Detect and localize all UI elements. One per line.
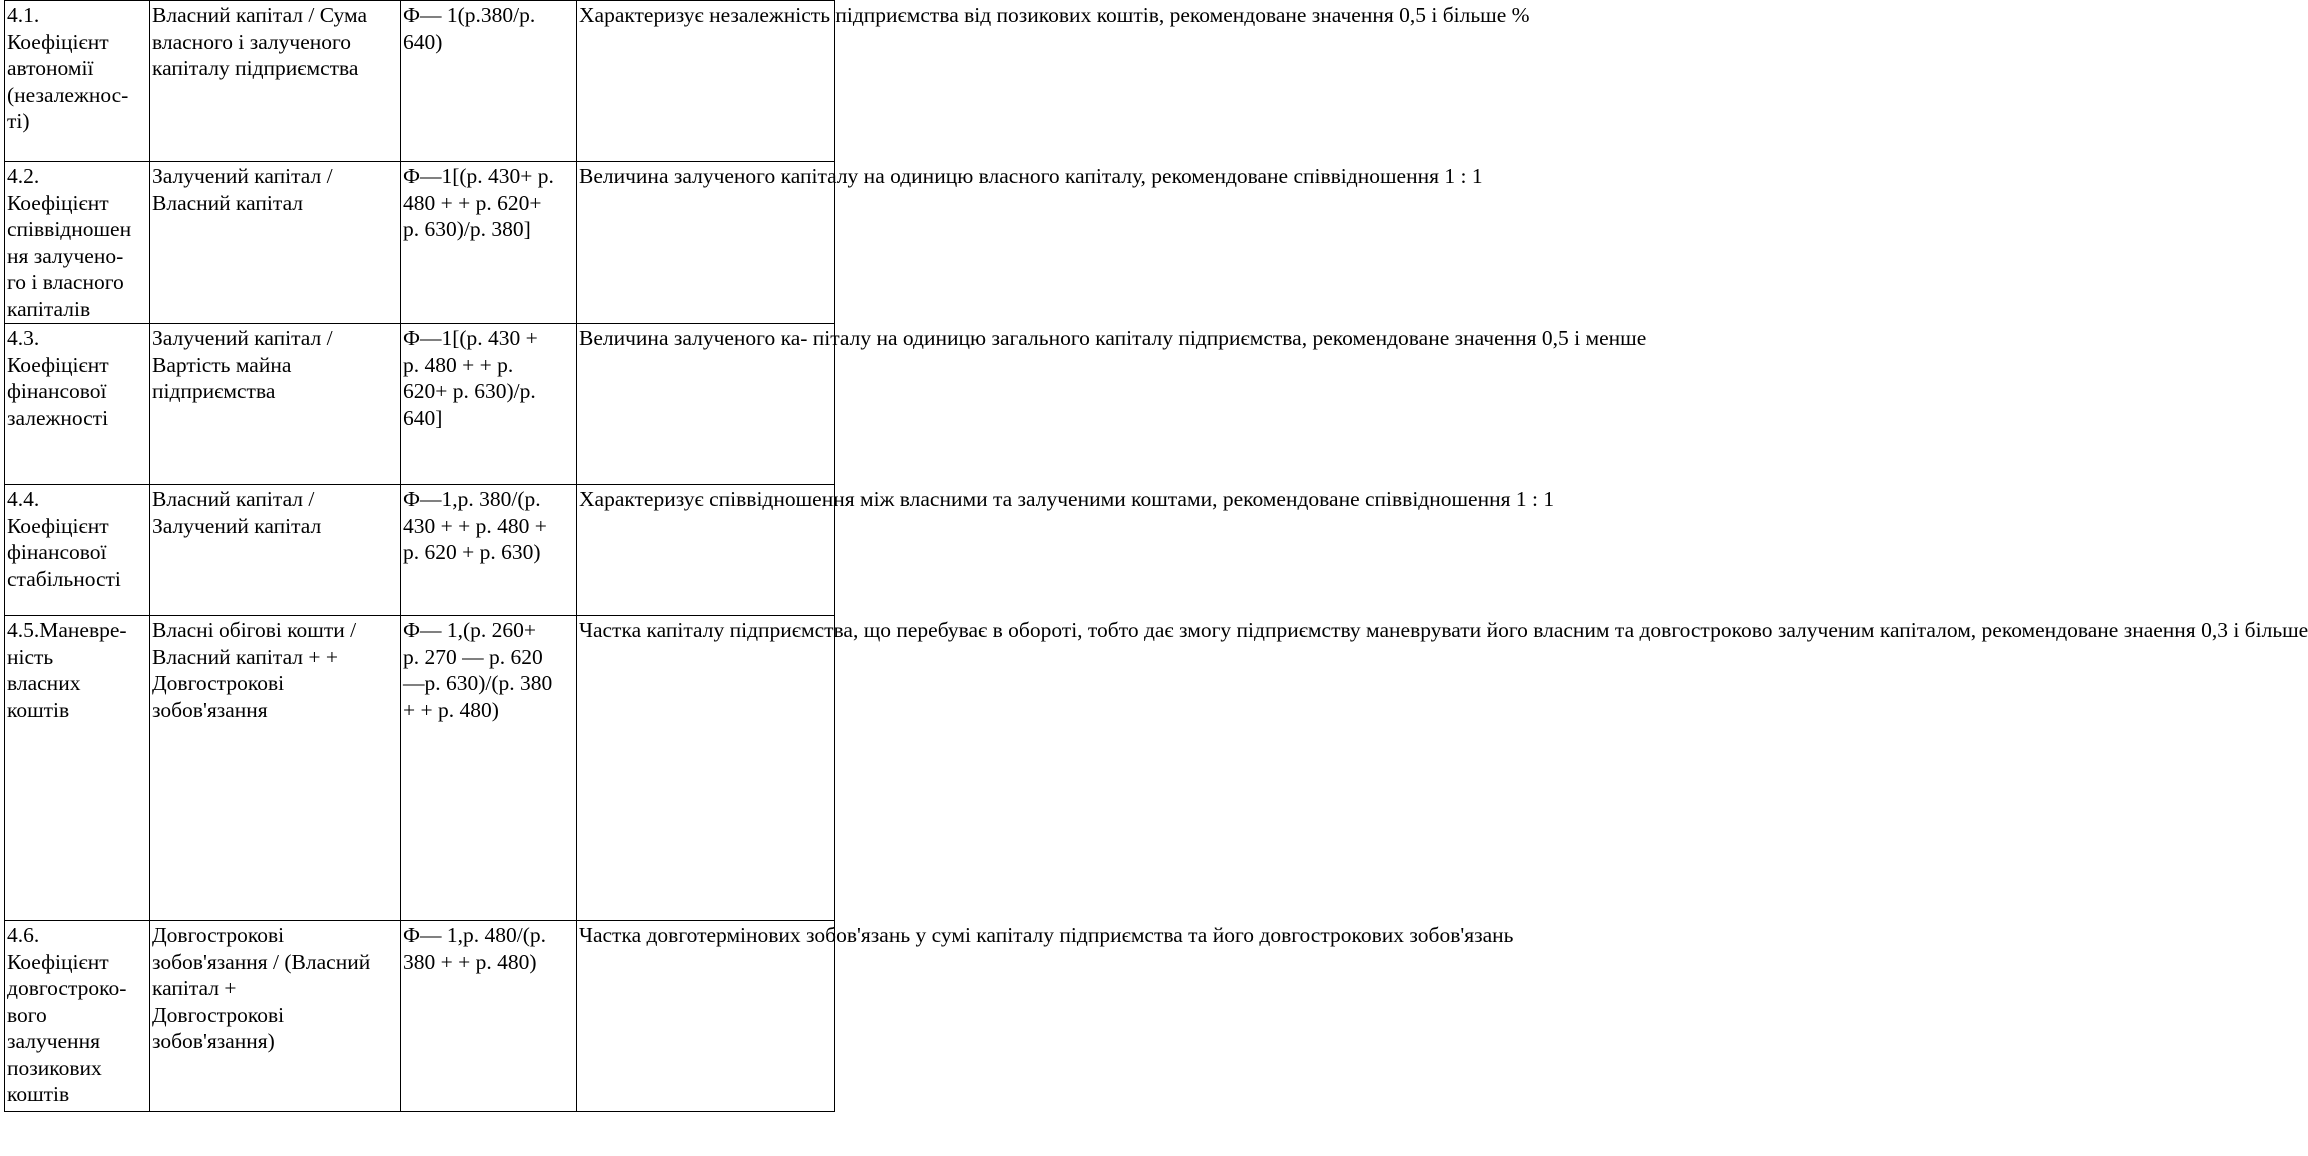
indicator-cell: 4.6. Коефіцієнт довгостроко- вого залучення позикових коштів [5, 921, 150, 1112]
financial-ratios-table [4, 0, 2308, 1112]
table-row [5, 485, 835, 616]
indicator-cell: 4.4. Коефіцієнт фінансової стабільності [5, 485, 150, 616]
table-row [5, 616, 835, 921]
formula-cell: Ф— 1(р.380/р. 640) [401, 1, 577, 162]
description-cell: Частка капіталу підприємства, що перебуває в обороті, тобто дає змогу підприємству маневрувати його власним та довгостроково залученим капіталом, рекомендоване знаення 0,3 і більше [577, 616, 835, 921]
indicator-cell: 4.5.Маневре- ність власних коштів [5, 616, 150, 921]
definition-cell: Власний капітал / Залучений капітал [150, 485, 401, 616]
formula-cell: Ф—1[(р. 430+ р. 480 + + р. 620+ р. 630)/р. 380] [401, 162, 577, 324]
description-cell: Величина залученого капіталу на одиницю власного капіталу, рекомендоване співвідношення 1 : 1 [577, 162, 835, 324]
formula-cell: Ф— 1,р. 480/(р. 380 + + р. 480) [401, 921, 577, 1112]
indicator-cell: 4.3. Коефіцієнт фінансової залежності [5, 324, 150, 485]
description-cell: Величина залученого ка- піталу на одиницю загального капіталу підприємства, рекомендоване значення 0,5 і менше [577, 324, 835, 485]
table-row [5, 921, 835, 1112]
definition-cell: Власні обігові кошти / Власний капітал + + Довгострокові зобов'язання [150, 616, 401, 921]
description-cell: Характеризує співвідношення між власними та залученими коштами, рекомендоване співвідношення 1 : 1 [577, 485, 835, 616]
table-row [5, 162, 835, 324]
description-cell: Характеризує незалежність підприємства від позикових коштів, рекомендоване значення 0,5 і більше % [577, 1, 835, 162]
financial-ratios-table-container [4, 0, 2308, 1112]
description-cell: Частка довготермінових зобов'язань у сумі капіталу підприємства та його довгострокових зобов'язань [577, 921, 835, 1112]
table-row [5, 324, 835, 485]
formula-cell: Ф—1[(р. 430 + р. 480 + + р. 620+ р. 630)/р. 640] [401, 324, 577, 485]
indicator-cell: 4.2. Коефіцієнт співвідношен ня залучено- го і власного капіталів [5, 162, 150, 324]
definition-cell: Довгострокові зобов'язання / (Власний капітал + Довгострокові зобов'язання) [150, 921, 401, 1112]
indicator-cell: 4.1. Коефіцієнт автономії (незалежнос- ті) [5, 1, 150, 162]
formula-cell: Ф— 1,(р. 260+ р. 270 — р. 620 —р. 630)/(р. 380 + + р. 480) [401, 616, 577, 921]
definition-cell: Залучений капітал / Власний капітал [150, 162, 401, 324]
definition-cell: Залучений капітал / Вартість майна підприємства [150, 324, 401, 485]
table-row [5, 1, 835, 162]
formula-cell: Ф—1,р. 380/(р. 430 + + р. 480 + р. 620 + р. 630) [401, 485, 577, 616]
definition-cell: Власний капітал / Сума власного і залученого капіталу підприємства [150, 1, 401, 162]
